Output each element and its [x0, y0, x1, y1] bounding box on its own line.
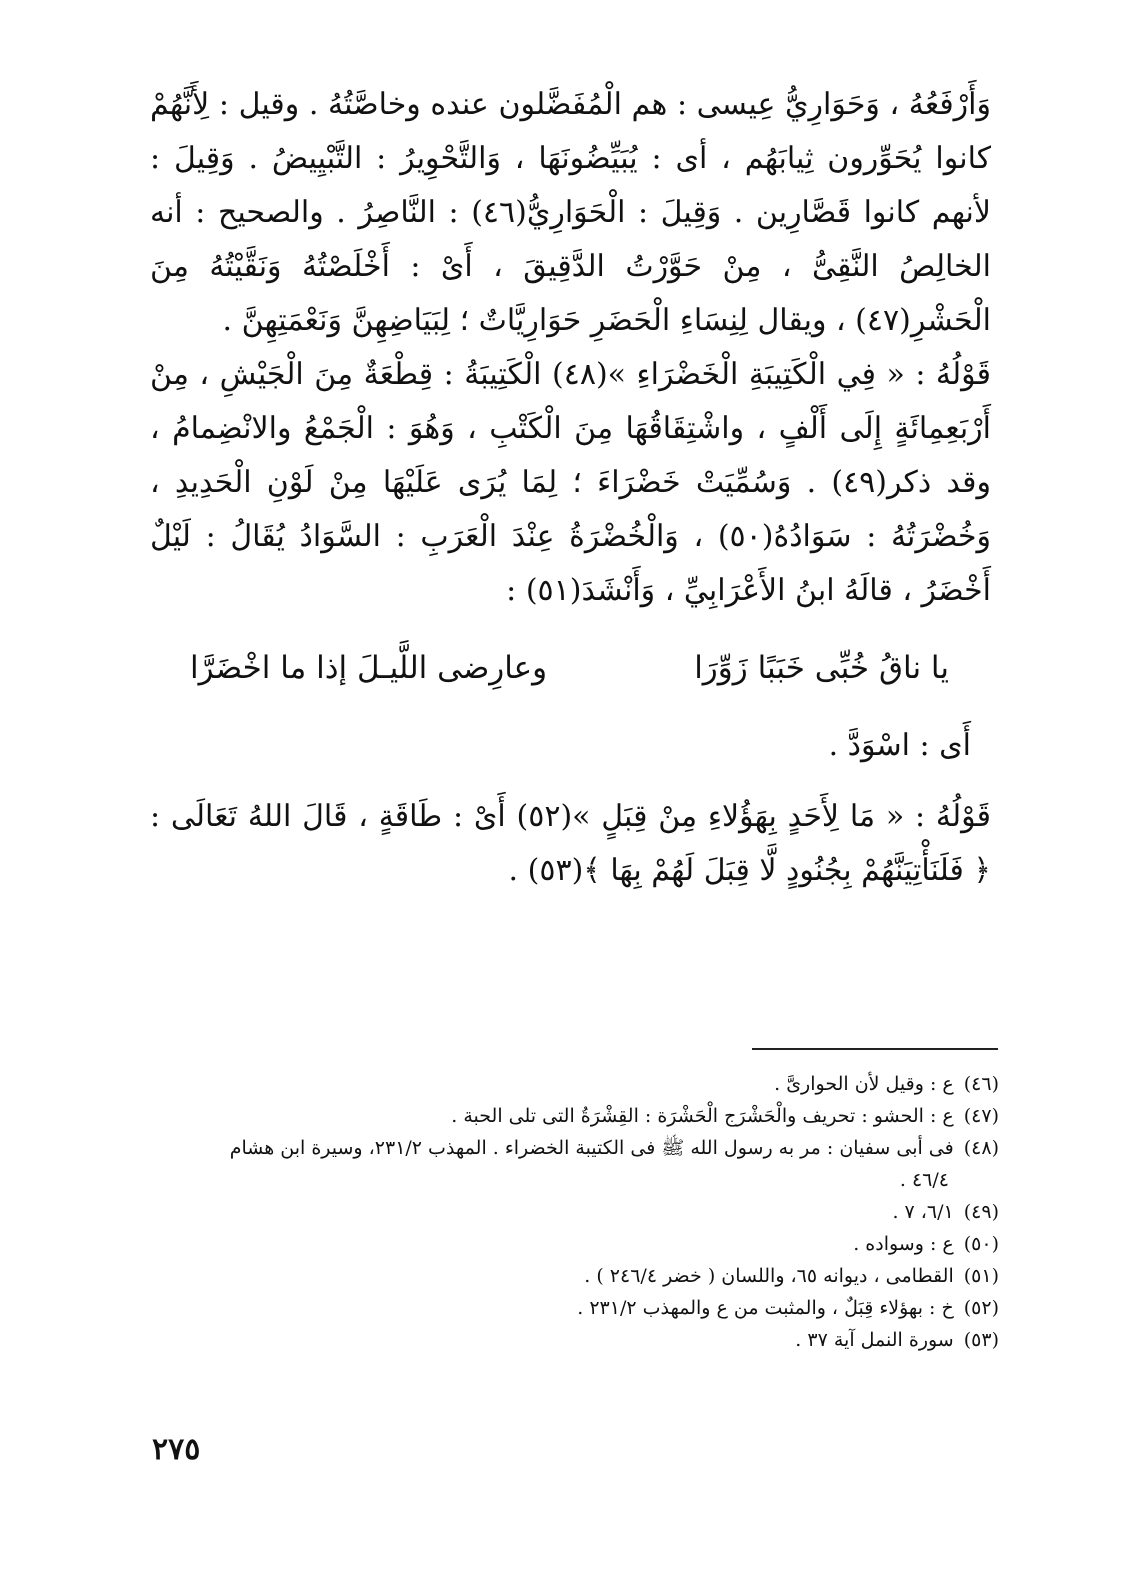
footnote-number: (٥١) [963, 1265, 999, 1287]
poetry-verse [190, 650, 949, 710]
page-number: ٢٧٥ [152, 1432, 201, 1467]
paragraph-qibal: قَوْلُهُ : « مَا لِأَحَدٍ بِهَؤُلاءِ مِنْ قِبَلٍ »(٥٢) أَىْ : طَاقَةٍ ، قَالَ اللهُ تَعَالَى : ﴿ فَلَنَأْتِيَنَّهُمْ بِجُنُودٍ لَّا قِبَلَ لَهُمْ بِهَا ﴾(٥٣) . [150, 799, 991, 888]
footnote-text: القطامى ، ديوانه ٦٥، واللسان ( خضر ٢٤٦/٤ ) . [584, 1265, 954, 1287]
footnote-text: ٦/١، ٧ . [892, 1201, 954, 1223]
paragraph-hawari: وَأَرْفَعُهُ ، وَحَوَارِيُّ عِيسى : هم الْمُفَضَّلون عنده وخاصَّتُهُ . وقيل : لِأَنَّهُمْ كانوا يُحَوِّرون ثِيابَهُم ، أى : يُبَيِّضُونَهَا ، وَالتَّحْوِيرُ : التَّبْيِيضُ . وَقِيلَ : لأنهم كانوا قَصَّارِين . وَقِيلَ : الْحَوَارِيُّ(٤٦) : النَّاصِرُ . والصحيح : أنه الخالِصُ النَّقِىُّ ، مِنْ حَوَّرْتُ الدَّقِيقَ ، أَىْ : أَخْلَصْتُهُ وَنَقَّيْتُهُ مِنَ الْحَشْرِ(٤٧) ، ويقال لِنِسَاءِ الْحَضَرِ حَوَارِيَّاتٌ ؛ لِبَيَاضِهِنَّ وَنَعْمَتِهِنَّ . [150, 87, 991, 338]
footnote-text: خ : بهؤلاء قِبَلٌ ، والمثبت من ع والمهذب ٢٣١/٢ . [577, 1297, 954, 1319]
footnote-53 [150, 1324, 999, 1356]
footnote-number: (٥٠) [963, 1233, 999, 1255]
footnote-48 [150, 1132, 999, 1164]
footnote-48-continued: ٤٦/٤ . [899, 1169, 949, 1191]
verse-second-hemistich: وعارِضى اللَّيـلَ إذا ما اخْضَرَّا [190, 650, 548, 686]
footnote-text: ع : وسواده . [853, 1233, 954, 1255]
footnote-text: سورة النمل آية ٣٧ . [795, 1329, 954, 1351]
footnote-number: (٥٢) [963, 1297, 999, 1319]
footnote-number: (٤٩) [963, 1201, 999, 1223]
footnote-text: فى أبى سفيان : مر به رسول الله ﷺ فى الكتيبة الخضراء . المهذب ٢٣١/٢، وسيرة ابن هشام [229, 1137, 954, 1159]
footnote-text: ع : الحشو : تحريف والْحَشْرَج الْحَشْرَة : القِشْرَةُ التى تلى الحبة . [451, 1105, 954, 1127]
main-text [150, 78, 991, 618]
footnote-number: (٥٣) [963, 1329, 999, 1351]
footnote-51 [150, 1260, 999, 1292]
footnote-separator [752, 1048, 998, 1050]
footnote-46 [150, 1068, 999, 1100]
paragraph-katiba: قَوْلُهُ : « فِي الْكَتِيبَةِ الْخَضْرَاءِ »(٤٨) الْكَتِيبَةُ : قِطْعَةٌ مِنَ الْجَيْشِ ، مِنْ أَرْبَعِمِائَةٍ إِلَى أَلْفٍ ، واشْتِقَاقُهَا مِنَ الْكَتْبِ ، وَهُوَ : الْجَمْعُ والانْضِمامُ ، وقد ذكر(٤٩) . وَسُمِّيَتْ خَضْرَاءَ ؛ لِمَا يُرَى عَلَيْهَا مِنْ لَوْنِ الْحَدِيدِ ، وَخُضْرَتُهُ : سَوَادُهُ(٥٠) ، وَالْخُضْرَةُ عِنْدَ الْعَرَبِ : السَّوَادُ يُقَالُ : لَيْلٌ أَخْضَرُ ، قالَهُ ابنُ الأَعْرَابِيِّ ، وَأَنْشَدَ(٥١) : [150, 357, 992, 608]
footnote-number: (٤٦) [963, 1073, 999, 1095]
verse-first-hemistich: يا ناقُ خُبِّى خَبَبًا زَوِّرَا [694, 650, 949, 686]
footnote-49 [150, 1196, 999, 1228]
footnote-52 [150, 1292, 999, 1324]
footnote-text: ع : وقيل لأن الحوارىَّ . [774, 1073, 954, 1095]
footnote-number: (٤٧) [963, 1105, 999, 1127]
verse-gloss: أَى : اسْوَدَّ . [828, 728, 971, 763]
footnote-number: (٤٨) [963, 1137, 999, 1159]
footnote-47 [150, 1100, 999, 1132]
footnotes [150, 1068, 999, 1356]
footnote-50 [150, 1228, 999, 1260]
main-text-continued [150, 790, 991, 898]
